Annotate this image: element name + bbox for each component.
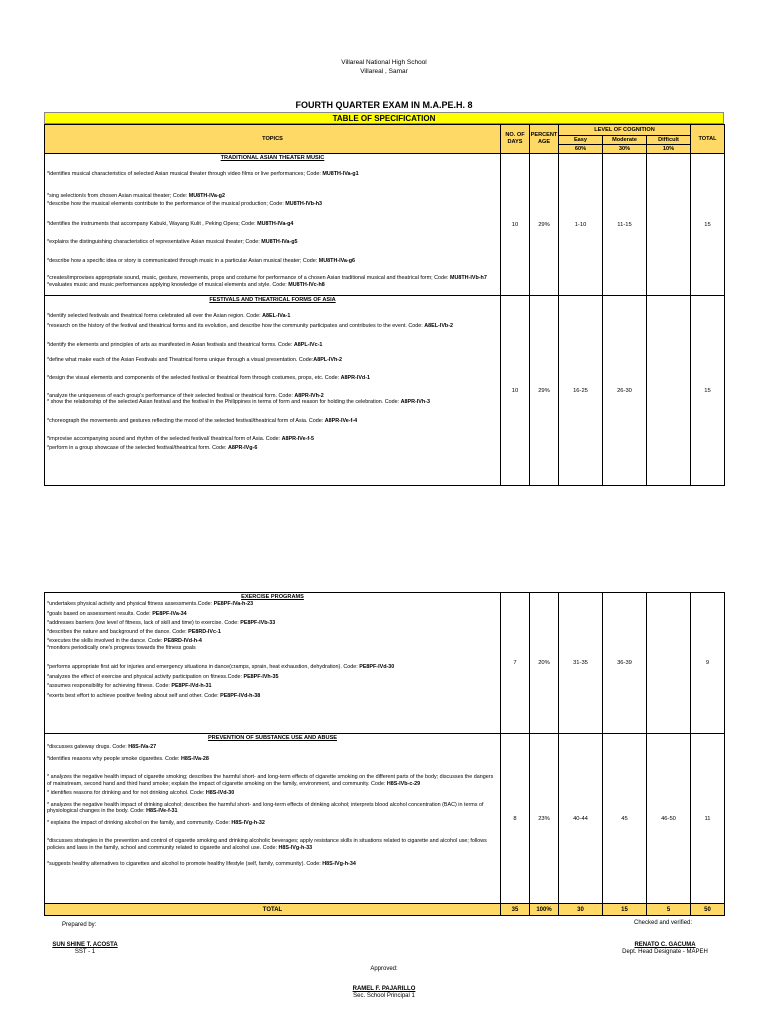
approver-block	[0, 986, 768, 1000]
topic-text: *discusses gateway drugs. Code:	[47, 744, 129, 750]
topic-code: MU8TH-IVa-g2	[188, 192, 225, 199]
topic-item	[47, 693, 498, 700]
topic-item	[47, 201, 498, 208]
topic-text: *sing selection/s from chosen Asian musical theater; Code:	[47, 192, 189, 199]
topic-text: *discusses strategies in the prevention and control of cigarette smoking and drinking alcoholic beverages; apply resistance skills in situations related to cigarette and alcohol use; follows policies and laws in the family, school and community related to cigarette and alcohol use. Code:	[47, 838, 487, 851]
section-difficult	[647, 296, 691, 486]
topic-item	[47, 239, 498, 246]
topic-text: *executes the skills involved in the dance. Code:	[47, 638, 164, 644]
topic-code: H8S-IVg-h-32	[231, 819, 265, 826]
totals-difficult: 5	[647, 904, 691, 916]
section-days: 7	[501, 593, 530, 734]
preparer-name: SUN SHINE T. ACOSTA	[52, 942, 118, 948]
section-topics	[45, 593, 501, 734]
topic-text: *suggests healthy alternatives to cigarettes and alcohol to promote healthy lifestyle (self, family, community). Code:	[47, 861, 323, 867]
topic-code: A8PR-IVh-3	[400, 399, 430, 405]
difficult-pct: 10%	[647, 145, 691, 154]
topic-code: H8S-IVa-28	[180, 755, 209, 762]
section-difficult	[647, 593, 691, 734]
topic-code: H8S-IVg-h-33	[278, 844, 313, 851]
topic-item	[47, 436, 498, 443]
preparer-block	[30, 942, 140, 956]
checker-title: Dept. Head Designate - MAPEH	[622, 949, 708, 955]
topic-item	[47, 664, 498, 671]
topic-item	[47, 342, 498, 349]
topic-item	[47, 683, 498, 690]
topic-code: A8PL-IVc-1	[293, 342, 323, 348]
section-moderate: 45	[603, 734, 647, 904]
topic-text: *performs appropriate first aid for injuries and emergency situations in dance(cramps, sprain, heat exhaustion, dehydration). Code:	[47, 664, 360, 670]
topic-item	[47, 861, 498, 868]
spec-table-2	[44, 592, 725, 916]
topic-code: H8S-IVe-f-31	[146, 808, 178, 814]
school-name: Villareal National High School	[341, 59, 427, 66]
topic-text: *design the visual elements and components of the selected festival or theatrical form through costumes, props, etc. Code:	[47, 375, 341, 381]
topic-item	[47, 756, 498, 763]
topic-item	[47, 171, 498, 178]
topic-item	[47, 838, 498, 851]
section-total: 11	[691, 734, 725, 904]
section-days: 8	[501, 734, 530, 904]
topic-code: MU8TH-IVa-g6	[318, 257, 356, 264]
section-difficult: 46-50	[647, 734, 691, 904]
topic-code: H8S-IVd-30	[205, 790, 235, 796]
section-row	[45, 154, 725, 296]
topic-text: *improvise accompanying sound and rhythm of the selected festival/ theatrical form of Asia. Code:	[47, 436, 282, 442]
total-header: TOTAL	[691, 125, 725, 154]
topic-item	[47, 820, 498, 827]
topic-text: *research on the history of the festival and theatrical forms and its evolution, and describe how the community participates and contributes to the event. Code:	[47, 322, 425, 329]
topic-text: *analyzes the effect of exercise and physical activity participation on fitness.Code:	[47, 673, 244, 680]
exam-title: FOURTH QUARTER EXAM IN M.A.PE.H. 8	[295, 100, 473, 110]
section-percent: 29%	[530, 296, 559, 486]
section-topics	[45, 296, 501, 486]
topic-code: PE8PF-IVa-h-23	[213, 601, 254, 607]
topic-text: *perform in a group showcase of the selected festival/theatrical form. Code:	[47, 444, 228, 451]
totals-label: TOTAL	[45, 904, 501, 916]
topic-code: PE8RD-IVd-h-4	[163, 638, 202, 644]
topic-item	[47, 620, 498, 627]
prepared-label: Prepared by:	[62, 922, 97, 928]
totals-percent: 100%	[530, 904, 559, 916]
section-total: 15	[691, 154, 725, 296]
tos-title: TABLE OF SPECIFICATION	[44, 112, 724, 124]
topic-item	[47, 629, 498, 636]
topic-code: MU8TH-IVa-g5	[261, 239, 298, 245]
topic-item	[47, 375, 498, 382]
approved-label: Approved:	[370, 966, 398, 972]
topic-text: *identify selected festivals and theatrical forms celebrated all over the Asian region. Code:	[47, 313, 263, 319]
section-difficult	[647, 154, 691, 296]
topic-code: PE8RD-IVc-1	[188, 628, 221, 635]
topic-item	[47, 674, 498, 681]
topic-text: *evaluates music and music performances applying knowledge of musical elements and style. Code:	[47, 281, 289, 288]
topic-code: MU8TH-IVb-h7	[450, 275, 487, 281]
section-row	[45, 296, 725, 486]
preparer-title: SST - 1	[74, 949, 96, 955]
section-title: FESTIVALS AND THEATRICAL FORMS OF ASIA	[209, 297, 336, 303]
topic-text: *undertakes physical activity and physical fitness assessments.Code:	[47, 601, 214, 607]
topic-code: H8S-IVg-h-34	[322, 861, 356, 867]
topic-text: *goals based on assessment results. Code:	[47, 610, 153, 617]
section-easy: 16-25	[559, 296, 603, 486]
checker-name: RENATO C. GACUMA	[634, 942, 696, 948]
topic-text: *assumes responsibility for achieving fitness. Code:	[47, 683, 172, 689]
topic-code: MU8TH-IVa-g1	[322, 171, 359, 177]
topic-text: *explains the distinguishing characteristics of representative Asian musical theater; Code:	[47, 239, 262, 245]
section-topics	[45, 734, 501, 904]
topic-text: *describes the nature and background of the dance. Code:	[47, 628, 189, 635]
totals-days: 35	[501, 904, 530, 916]
topic-item	[47, 611, 498, 618]
topic-text: *analyze the uniqueness of each group's performance of their selected festival or theatrical form. Code:	[47, 392, 295, 399]
topic-code: A8PR-IVg-6	[227, 444, 258, 451]
topic-text: *describe how the musical elements contribute to the performance of the musical production; Code:	[47, 201, 286, 207]
section-days: 10	[501, 296, 530, 486]
section-title: TRADITIONAL ASIAN THEATER MUSIC	[220, 155, 325, 161]
totals-easy: 30	[559, 904, 603, 916]
topic-item	[47, 601, 498, 608]
topic-text: *choreograph the movements and gestures reflecting the mood of the selected festival/theatrical form of Asia. Code:	[47, 417, 325, 424]
section-total: 15	[691, 296, 725, 486]
topic-text: *addresses barriers (low level of fitness, lack of skill and time) to exercise. Code:	[47, 620, 241, 626]
topic-code: MU8TH-IVc-h8	[288, 281, 325, 288]
section-row	[45, 734, 725, 904]
topic-text: * explains the impact of drinking alcohol on the family, and community. Code:	[47, 819, 232, 826]
topic-item	[47, 323, 498, 330]
topic-item	[47, 774, 498, 787]
topic-item	[47, 258, 498, 265]
topic-item	[47, 790, 498, 797]
topic-item	[47, 645, 498, 652]
checked-label: Checked and verified:	[634, 920, 693, 926]
topic-text: *identifies reasons why people smoke cigarettes. Code:	[47, 755, 181, 762]
topic-code: PE8PF-IVd-h-31	[171, 683, 212, 689]
topic-code: PE8PF-IVh-35	[243, 673, 279, 680]
section-moderate: 36-39	[603, 593, 647, 734]
section-easy: 31-35	[559, 593, 603, 734]
topic-item	[47, 802, 498, 815]
topic-text: * analyzes the negative health impact of drinking alcohol; describes the harmful short- and long-term effects of drinking alcohol; interprets blood alcohol concentration (BAC) in terms of physiological changes in the body. Code:	[47, 801, 484, 814]
topic-code: MU8TH-IVa-g4	[257, 220, 294, 227]
topic-code: PE8PF-IVd-30	[359, 664, 395, 670]
checker-block	[605, 942, 725, 956]
percent-header: PERCENT AGE	[530, 125, 559, 154]
topic-text: * identifies reasons for drinking and for not drinking alcohol. Code:	[47, 790, 206, 796]
topic-code: MU8TH-IVb-h3	[285, 201, 323, 207]
topic-text: *monitors periodically one's progress towards the fitness goals	[47, 644, 196, 651]
easy-header: Easy	[559, 136, 603, 145]
topic-code: A8PR-IVe-f-5	[281, 436, 314, 442]
topic-code: PE8PF-IVa-34	[152, 610, 187, 617]
topic-code: A8EL-IVb-2	[424, 322, 454, 329]
approver-title: Sec. School Principal 1	[353, 993, 415, 999]
section-row	[45, 593, 725, 734]
topic-text: *identifies the instruments that accompany Kabuki, Wayang Kulit , Peking Opera; Code:	[47, 220, 258, 227]
section-percent: 20%	[530, 593, 559, 734]
section-percent: 23%	[530, 734, 559, 904]
topic-text: *describe how a specific idea or story is communicated through music in a particular Asian musical theater; Code:	[47, 257, 319, 264]
topic-item	[47, 418, 498, 425]
topic-code: PE8PF-IVd-h-38	[220, 692, 261, 699]
spec-table-1	[44, 124, 725, 486]
section-percent: 29%	[530, 154, 559, 296]
section-easy: 1-10	[559, 154, 603, 296]
topic-text: *identifies musical characteristics of selected Asian musical theater through video films or live performances; Code:	[47, 171, 323, 177]
approver-name: RAMEL F. PAJARILLO	[352, 986, 416, 992]
topic-text: *creates/improvises appropriate sound, music, gesture, movements, props and costume for performance of a chosen Asian traditional musical and theatrical form; Code:	[47, 275, 450, 281]
difficult-header: Difficult	[647, 136, 691, 145]
level-header: LEVEL OF COGNITION	[559, 125, 691, 136]
topic-text: * show the relationship of the selected Asian festival and the festival in the Philippines in terms of form and reason for holding the celebration. Code:	[47, 399, 401, 405]
topic-code: PE8PF-IVb-33	[240, 620, 276, 626]
section-moderate: 26-30	[603, 296, 647, 486]
section-total: 9	[691, 593, 725, 734]
topic-code: H8S-IVb-c-29	[386, 780, 421, 787]
section-title: EXERCISE PROGRAMS	[241, 594, 304, 600]
moderate-header: Moderate	[603, 136, 647, 145]
moderate-pct: 30%	[603, 145, 647, 154]
section-days: 10	[501, 154, 530, 296]
days-header: NO. OF DAYS	[501, 125, 530, 154]
topic-code: H8S-IVa-27	[128, 744, 157, 750]
topic-text: *define what make each of the Asian Festivals and Theatrical forms unique through a visual presentation. Code:	[47, 356, 314, 363]
totals-moderate: 15	[603, 904, 647, 916]
topic-code: A8PR-IVh-2	[294, 392, 324, 399]
topic-code: A8EL-IVa-1	[262, 313, 291, 319]
topic-code: A8PR-IVe-f-4	[324, 417, 358, 424]
easy-pct: 60%	[559, 145, 603, 154]
school-address: Villareal , Samar	[360, 68, 408, 75]
topic-item	[47, 313, 498, 320]
topic-item	[47, 193, 498, 200]
section-title: PREVENTION OF SUBSTANCE USE AND ABUSE	[207, 735, 338, 741]
topics-header: TOPICS	[45, 125, 501, 154]
topic-text: * analyzes the negative health impact of cigarette smoking; describes the harmful short- and long-term effects of cigarette smoking on the different parts of the body; discusses the dangers of mainstream, second hand and third hand smoke; explain the impact of cigarette smoking on the family, environment, and community. Code:	[47, 774, 494, 787]
topic-item	[47, 399, 498, 406]
topic-code: A8PR-IVd-1	[340, 375, 371, 381]
topic-item	[47, 744, 498, 751]
totals-total: 50	[691, 904, 725, 916]
totals-row	[45, 904, 725, 916]
topic-text: *identify the elements and principles of arts as manifested in Asian festivals and theatrical forms. Code:	[47, 342, 294, 348]
topic-code: A8PL-IVh-2	[313, 356, 343, 363]
section-topics	[45, 154, 501, 296]
section-easy: 40-44	[559, 734, 603, 904]
topic-item	[47, 221, 498, 228]
topic-text: *exerts best effort to achieve positive feeling about self and other. Code:	[47, 692, 221, 699]
school-header	[0, 58, 768, 76]
topic-item	[47, 445, 498, 452]
topic-item	[47, 282, 498, 289]
section-moderate: 11-15	[603, 154, 647, 296]
topic-item	[47, 357, 498, 364]
